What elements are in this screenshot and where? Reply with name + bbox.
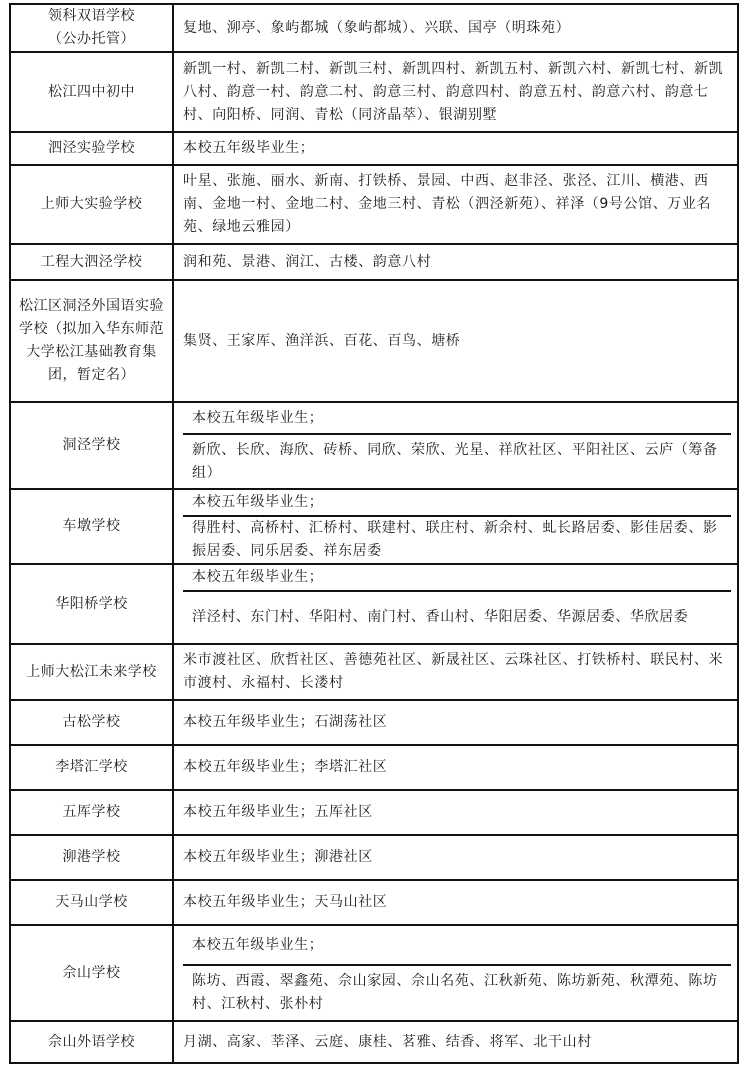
catchment-area-cell [173,700,738,745]
school-name: 华阳桥学校 [55,595,128,612]
catchment-area-text: 本校五年级毕业生； [192,936,324,953]
school-name-cell [10,4,173,52]
catchment-area-text: 本校五年级毕业生；石湖荡社区 [183,714,388,730]
school-name-cell [10,1021,173,1063]
table-row [10,700,738,745]
catchment-area-text: 叶星、张施、丽水、新南、打铁桥、景园、中西、赵非泾、张泾、江川、横港、西南、金地一村、金地二村、金地三村、青松（泗泾新苑）、祥泽（9号公馆、万业名苑、绿地云雅园） [183,173,712,235]
table-body [10,4,738,1063]
catchment-area-text: 得胜村、高桥村、汇桥村、联建村、联庄村、新余村、虬长路居委、影佳居委、影振居委、同乐居委、祥东居委 [183,515,731,563]
school-name-cell [10,790,173,835]
school-name-cell [10,880,173,925]
catchment-area-cell [173,280,738,402]
school-name: 领科双语学校 [48,8,135,24]
catchment-area-text: 陈坊、西霞、翠鑫苑、佘山家园、佘山名苑、江秋新苑、陈坊新苑、秋潭苑、陈坊村、江秋村、张朴村 [183,964,731,1020]
school-name-cell [10,52,173,132]
school-district-table [9,3,739,1064]
school-name-cell [10,132,173,165]
catchment-area-text: 复地、泖亭、象屿都城（象屿都城）、兴联、国亭（明珠苑） [183,19,571,36]
catchment-area-text: 本校五年级毕业生；李塔汇社区 [183,759,388,775]
school-name-cell [10,644,173,700]
table-row [10,745,738,790]
catchment-area-cell [173,165,738,244]
school-name-cell [10,564,173,644]
school-name: 古松学校 [62,714,121,730]
school-name: 天马山学校 [55,894,128,910]
catchment-area-text: 润和苑、景港、润江、古楼、韵意八村 [183,253,432,270]
table-row [10,644,738,700]
catchment-area-cell [173,745,738,790]
catchment-area-cell [173,880,738,925]
school-name-cell [10,165,173,244]
catchment-area-cell [173,1021,738,1063]
table-row [10,925,738,1021]
catchment-area-text: 洋泾村、东门村、华阳村、南门村、香山村、华阳居委、华源居委、华欣居委 [183,590,731,643]
catchment-area-text: 本校五年级毕业生； [192,569,324,585]
school-name: 上师大松江未来学校 [26,663,157,680]
catchment-area-cell [173,52,738,132]
catchment-area-cell [173,402,738,489]
catchment-area-cell [173,644,738,700]
catchment-area-cell [173,790,738,835]
table-row [10,489,738,564]
catchment-area-text: 新欣、长欣、海欣、砖桥、同欣、荣欣、光星、祥欣社区、平阳社区、云庐（筹备组） [183,433,731,488]
table-row [10,880,738,925]
table-row [10,4,738,52]
school-name: 洞泾学校 [62,437,121,453]
school-name-cell [10,700,173,745]
table-row [10,52,738,132]
catchment-area-text: 本校五年级毕业生； [192,409,324,426]
school-name-cell [10,280,173,402]
school-name: 上师大实验学校 [40,196,143,212]
catchment-area-text: 本校五年级毕业生；五厍社区 [183,804,373,820]
school-name: 李塔汇学校 [55,759,128,775]
school-name: 佘山学校 [62,964,121,981]
school-name-cell [10,244,173,280]
school-name-cell [10,835,173,880]
table-row [10,1021,738,1063]
catchment-area-text: 本校五年级毕业生； [183,140,315,156]
table-row [10,402,738,489]
catchment-area-text: 月湖、高家、莘泽、云庭、康桂、茗雅、结香、将军、北干山村 [183,1033,592,1050]
table-row [10,280,738,402]
catchment-area-text: 本校五年级毕业生；泖港社区 [183,849,373,865]
catchment-area-cell [173,489,738,564]
school-name: 五厍学校 [62,804,121,820]
catchment-area-cell [173,835,738,880]
catchment-area-cell [173,925,738,1021]
catchment-area-text: 新凯一村、新凯二村、新凯三村、新凯四村、新凯五村、新凯六村、新凯七村、新凯八村、韵意一村、韵意二村、韵意三村、韵意四村、韵意五村、韵意六村、韵意七村、向阳桥、同润、青松（同济晶萃）、银湖别墅 [183,60,724,123]
school-name-cell [10,402,173,489]
school-name: 佘山外语学校 [48,1033,135,1050]
table-row [10,165,738,244]
school-name-cell [10,745,173,790]
school-name: 车墩学校 [62,518,121,534]
catchment-area-cell [173,244,738,280]
school-name: 泖港学校 [62,849,121,865]
catchment-area-text: 米市渡社区、欣哲社区、善德苑社区、新晟社区、云珠社区、打铁桥村、联民村、米市渡村、永福村、长溇村 [183,652,724,691]
table-row [10,835,738,880]
catchment-area-text: 本校五年级毕业生；天马山社区 [183,894,388,910]
school-name: 泗泾实验学校 [48,140,135,156]
school-name: 松江区洞泾外国语实验学校（拟加入华东师范大学松江基础教育集团，暂定名） [19,298,164,383]
catchment-area-text: 集贤、王家厍、渔洋浜、百花、百鸟、塘桥 [183,332,461,349]
school-name-cell [10,489,173,564]
catchment-area-text: 本校五年级毕业生； [192,494,324,510]
table-row [10,244,738,280]
school-name-cell [10,925,173,1021]
table-row [10,564,738,644]
catchment-area-cell [173,564,738,644]
school-name: （公办托管） [48,31,135,47]
table-row [10,132,738,165]
school-name: 松江四中初中 [48,83,135,100]
catchment-area-cell [173,132,738,165]
catchment-area-cell [173,4,738,52]
school-name: 工程大泗泾学校 [40,253,143,270]
table-row [10,790,738,835]
